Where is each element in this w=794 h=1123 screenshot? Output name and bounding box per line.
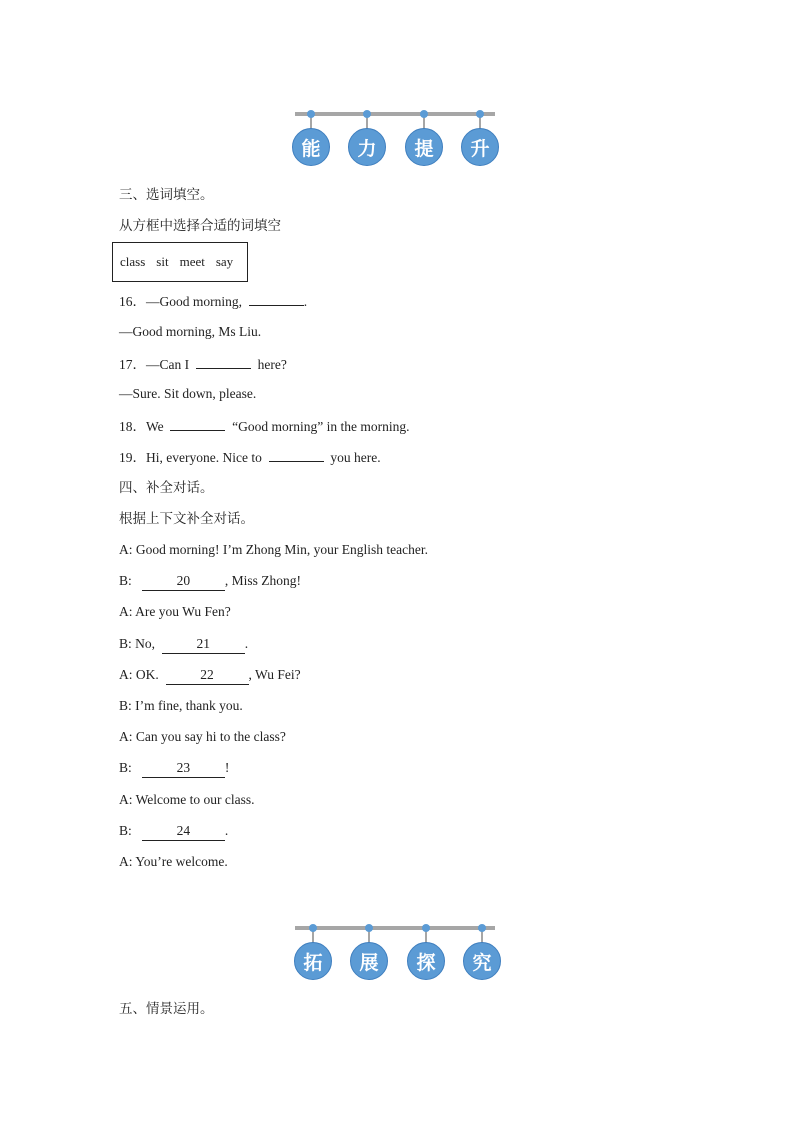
answer-blank[interactable] (170, 416, 225, 431)
question-16-reply: —Good morning, Ms Liu. (119, 324, 262, 339)
answer-blank[interactable]: 20 (142, 572, 225, 591)
banner-char: 升 (461, 128, 499, 166)
answer-blank[interactable]: 24 (142, 822, 225, 841)
banner-char: 能 (292, 128, 330, 166)
banner-char: 力 (348, 128, 386, 166)
banner-dot (476, 110, 484, 118)
banner-dot (420, 110, 428, 118)
section5-title: 五、情景运用。 (119, 1001, 214, 1017)
dialogue-line: B: 20 , Miss Zhong! (119, 572, 301, 591)
answer-blank[interactable]: 21 (162, 635, 245, 654)
banner-dot (422, 924, 430, 932)
dialogue-line: A: You’re welcome. (119, 854, 228, 869)
answer-blank[interactable] (249, 291, 304, 306)
banner-extend-explore (292, 926, 502, 986)
answer-blank[interactable] (196, 354, 251, 369)
dialogue-line: A: Welcome to our class. (119, 792, 255, 807)
dialogue-line: A: Can you say hi to the class? (119, 729, 286, 744)
word-option: say (215, 254, 234, 269)
section4-title: 四、补全对话。 (119, 480, 214, 496)
banner-char: 究 (463, 942, 501, 980)
section3-instruction: 从方框中选择合适的词填空 (119, 218, 281, 234)
dialogue-line: B: 24 . (119, 822, 228, 841)
word-box (112, 242, 248, 282)
question-16: 16．—Good morning, . (119, 291, 307, 311)
section3-title: 三、选词填空。 (119, 187, 214, 203)
banner-dot (309, 924, 317, 932)
banner-char: 展 (350, 942, 388, 980)
question-19: 19．Hi, everyone. Nice to you here. (119, 447, 381, 467)
banner-dot (307, 110, 315, 118)
dialogue-line: B: No, 21 . (119, 635, 248, 654)
question-17-reply: —Sure. Sit down, please. (119, 386, 257, 401)
answer-blank[interactable] (269, 447, 324, 462)
banner-char: 提 (405, 128, 443, 166)
banner-dot (363, 110, 371, 118)
dialogue-line: A: Are you Wu Fen? (119, 604, 231, 619)
banner-char: 拓 (294, 942, 332, 980)
question-17: 17．—Can I here? (119, 354, 287, 374)
banner-dot (365, 924, 373, 932)
banner-dot (478, 924, 486, 932)
dialogue-line: B: 23 ! (119, 759, 229, 778)
dialogue-line: A: OK. 22 , Wu Fei? (119, 666, 301, 685)
answer-blank[interactable]: 23 (142, 759, 225, 778)
banner-ability-improve (292, 112, 502, 172)
word-option: meet (179, 254, 205, 269)
banner-char: 探 (407, 942, 445, 980)
question-18: 18．We “Good morning” in the morning. (119, 416, 410, 436)
section4-instruction: 根据上下文补全对话。 (119, 511, 254, 527)
word-option: class (120, 254, 146, 269)
dialogue-line: B: I’m fine, thank you. (119, 698, 243, 713)
dialogue-line: A: Good morning! I’m Zhong Min, your English teacher. (119, 542, 428, 557)
word-option: sit (156, 254, 169, 269)
answer-blank[interactable]: 22 (166, 666, 249, 685)
